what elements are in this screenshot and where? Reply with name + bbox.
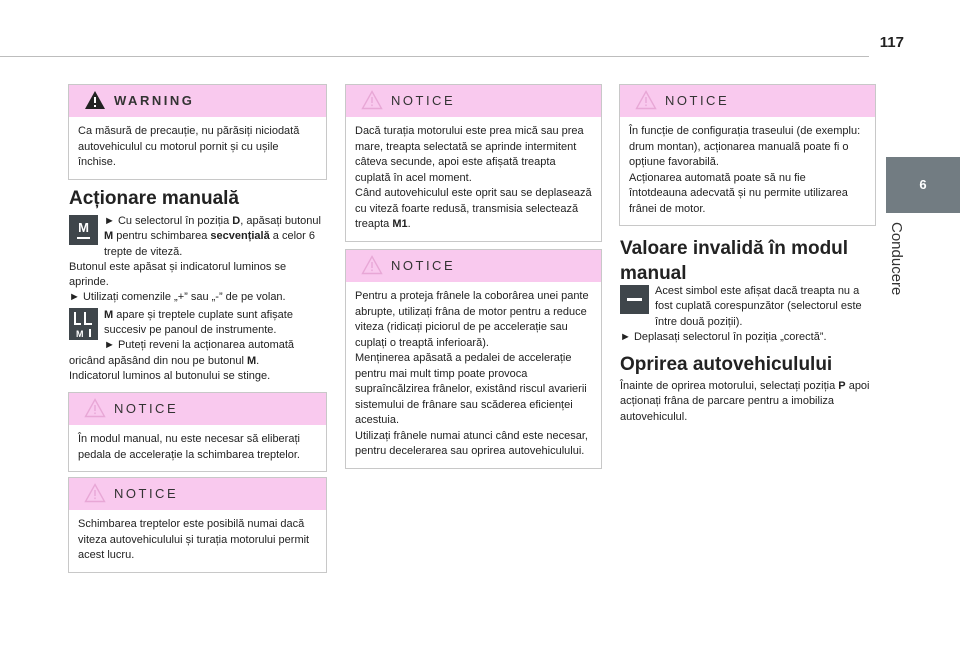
notice-title: NOTICE <box>391 258 456 273</box>
warning-icon <box>84 90 106 110</box>
invalid-p1: Acest simbol este afișat dacă treapta nu a fost cuplată corespunzător (selectorul este între două poziții). <box>655 285 862 328</box>
notice-text-1: În funcție de configurația traseului (de exemplu: drum montan), acționarea manuală poate fi o opțiune favorabilă. <box>629 125 861 168</box>
header-rule <box>0 56 869 57</box>
notice-text-1: Pentru a proteja frânele la coborârea unei pante abrupte, utilizați frâna de motor pentru a reduce viteza (ridicați piciorul de pe accelerație sau cuplați o treaptă inferioară). <box>355 290 589 349</box>
notice-text: În modul manual, nu este necesar să eliberați pedala de accelerație la schimbarea treptelor. <box>78 433 300 461</box>
notice-text-1: Dacă turația motorului este prea mică sau prea mare, treapta selectată se aprinde intermitent câteva secunde, apoi este afișată treapta cuplată în acel moment. <box>355 125 584 184</box>
invalid-gear-icon <box>620 285 649 314</box>
warning-header <box>69 85 326 117</box>
notice-box-left-1 <box>68 392 327 472</box>
manual-p6: Indicatorul luminos al butonului se stinge. <box>69 369 271 382</box>
manual-p3: ► Utilizați comenzile „+” sau „-” de pe volan. <box>69 291 286 304</box>
notice-icon <box>361 90 383 110</box>
notice-title: NOTICE <box>391 93 456 108</box>
svg-text:M: M <box>78 220 89 235</box>
notice-text-2: Când autovehiculul este oprit sau se deplasează cu viteză foarte redusă, transmisia selectează treapta M1. <box>355 187 592 230</box>
notice-icon <box>84 483 106 503</box>
notice-icon <box>361 255 383 275</box>
notice-text-2: Menținerea apăsată a pedalei de accelerație pentru mai mult timp poate provoca supraîncălzirea frânelor, existând riscul avarierii sistemului de frânare sau scăderea eficienței acestuia. <box>355 352 587 426</box>
warning-box <box>68 84 327 180</box>
manual-p2: Butonul este apăsat și indicatorul luminos se aprinde. <box>69 260 287 289</box>
warning-title: WARNING <box>114 93 195 108</box>
notice-box-right <box>619 84 876 226</box>
section-heading-stop: Oprirea autovehiculului <box>620 354 833 375</box>
notice-text-2: Acționarea automată poate să nu fie întotdeauna adecvată și nu permite utilizarea frânei de motor. <box>629 171 848 215</box>
section-heading-invalid: Valoare invalidă în modul manual <box>620 238 849 284</box>
notice-title: NOTICE <box>665 93 730 108</box>
notice-box-mid-2 <box>345 249 602 469</box>
notice-icon <box>635 90 657 110</box>
warning-text: Ca măsură de precauție, nu părăsiți niciodată autovehiculul cu motorul pornit și cu ușile închise. <box>78 125 300 168</box>
notice-title: NOTICE <box>114 486 179 501</box>
chapter-tab[interactable]: 6 <box>886 157 960 213</box>
notice-text-3: Utilizați frânele numai atunci când este necesar, pentru decelerarea sau oprirea autovehiculului. <box>355 429 588 457</box>
notice-icon <box>84 398 106 418</box>
invalid-p2: ► Deplasați selectorul în poziția „corectă”. <box>620 330 827 343</box>
chapter-label: Conducere <box>888 222 905 296</box>
notice-box-left-2 <box>68 477 327 573</box>
manual-text: M ► Cu selectorul în poziția D, apăsați butonul M pentru schimbarea secvențială a celor 6 trepte de viteză. Butonul este apăsat și indicatorul luminos se aprinde. ► Utilizați comenzile „+” sau „-” de pe volan. M M apare și treptele cuplate sunt afișate succesiv pe panoul de instrumente. ► Puteți reveni la acționarea automată oricând apăsând din nou pe butonul M. Indicatorul luminos al butonului se stinge. <box>69 214 321 384</box>
section-heading-manual: Acționare manuală <box>69 188 239 209</box>
page-number: 117 <box>879 34 904 51</box>
gear-display-icon <box>69 308 98 340</box>
m-button-icon <box>69 215 98 245</box>
svg-text:M: M <box>76 328 84 339</box>
invalid-text <box>620 284 876 345</box>
notice-box-mid-1 <box>345 84 602 242</box>
stop-text: Înainte de oprirea motorului, selectați poziția P apoi acționați frâna de parcare pentru a imobiliza autovehiculul. <box>620 380 870 423</box>
notice-title: NOTICE <box>114 401 179 416</box>
notice-text: Schimbarea treptelor este posibilă numai dacă viteza autovehiculului și turația motorului permit acest lucru. <box>78 518 310 561</box>
